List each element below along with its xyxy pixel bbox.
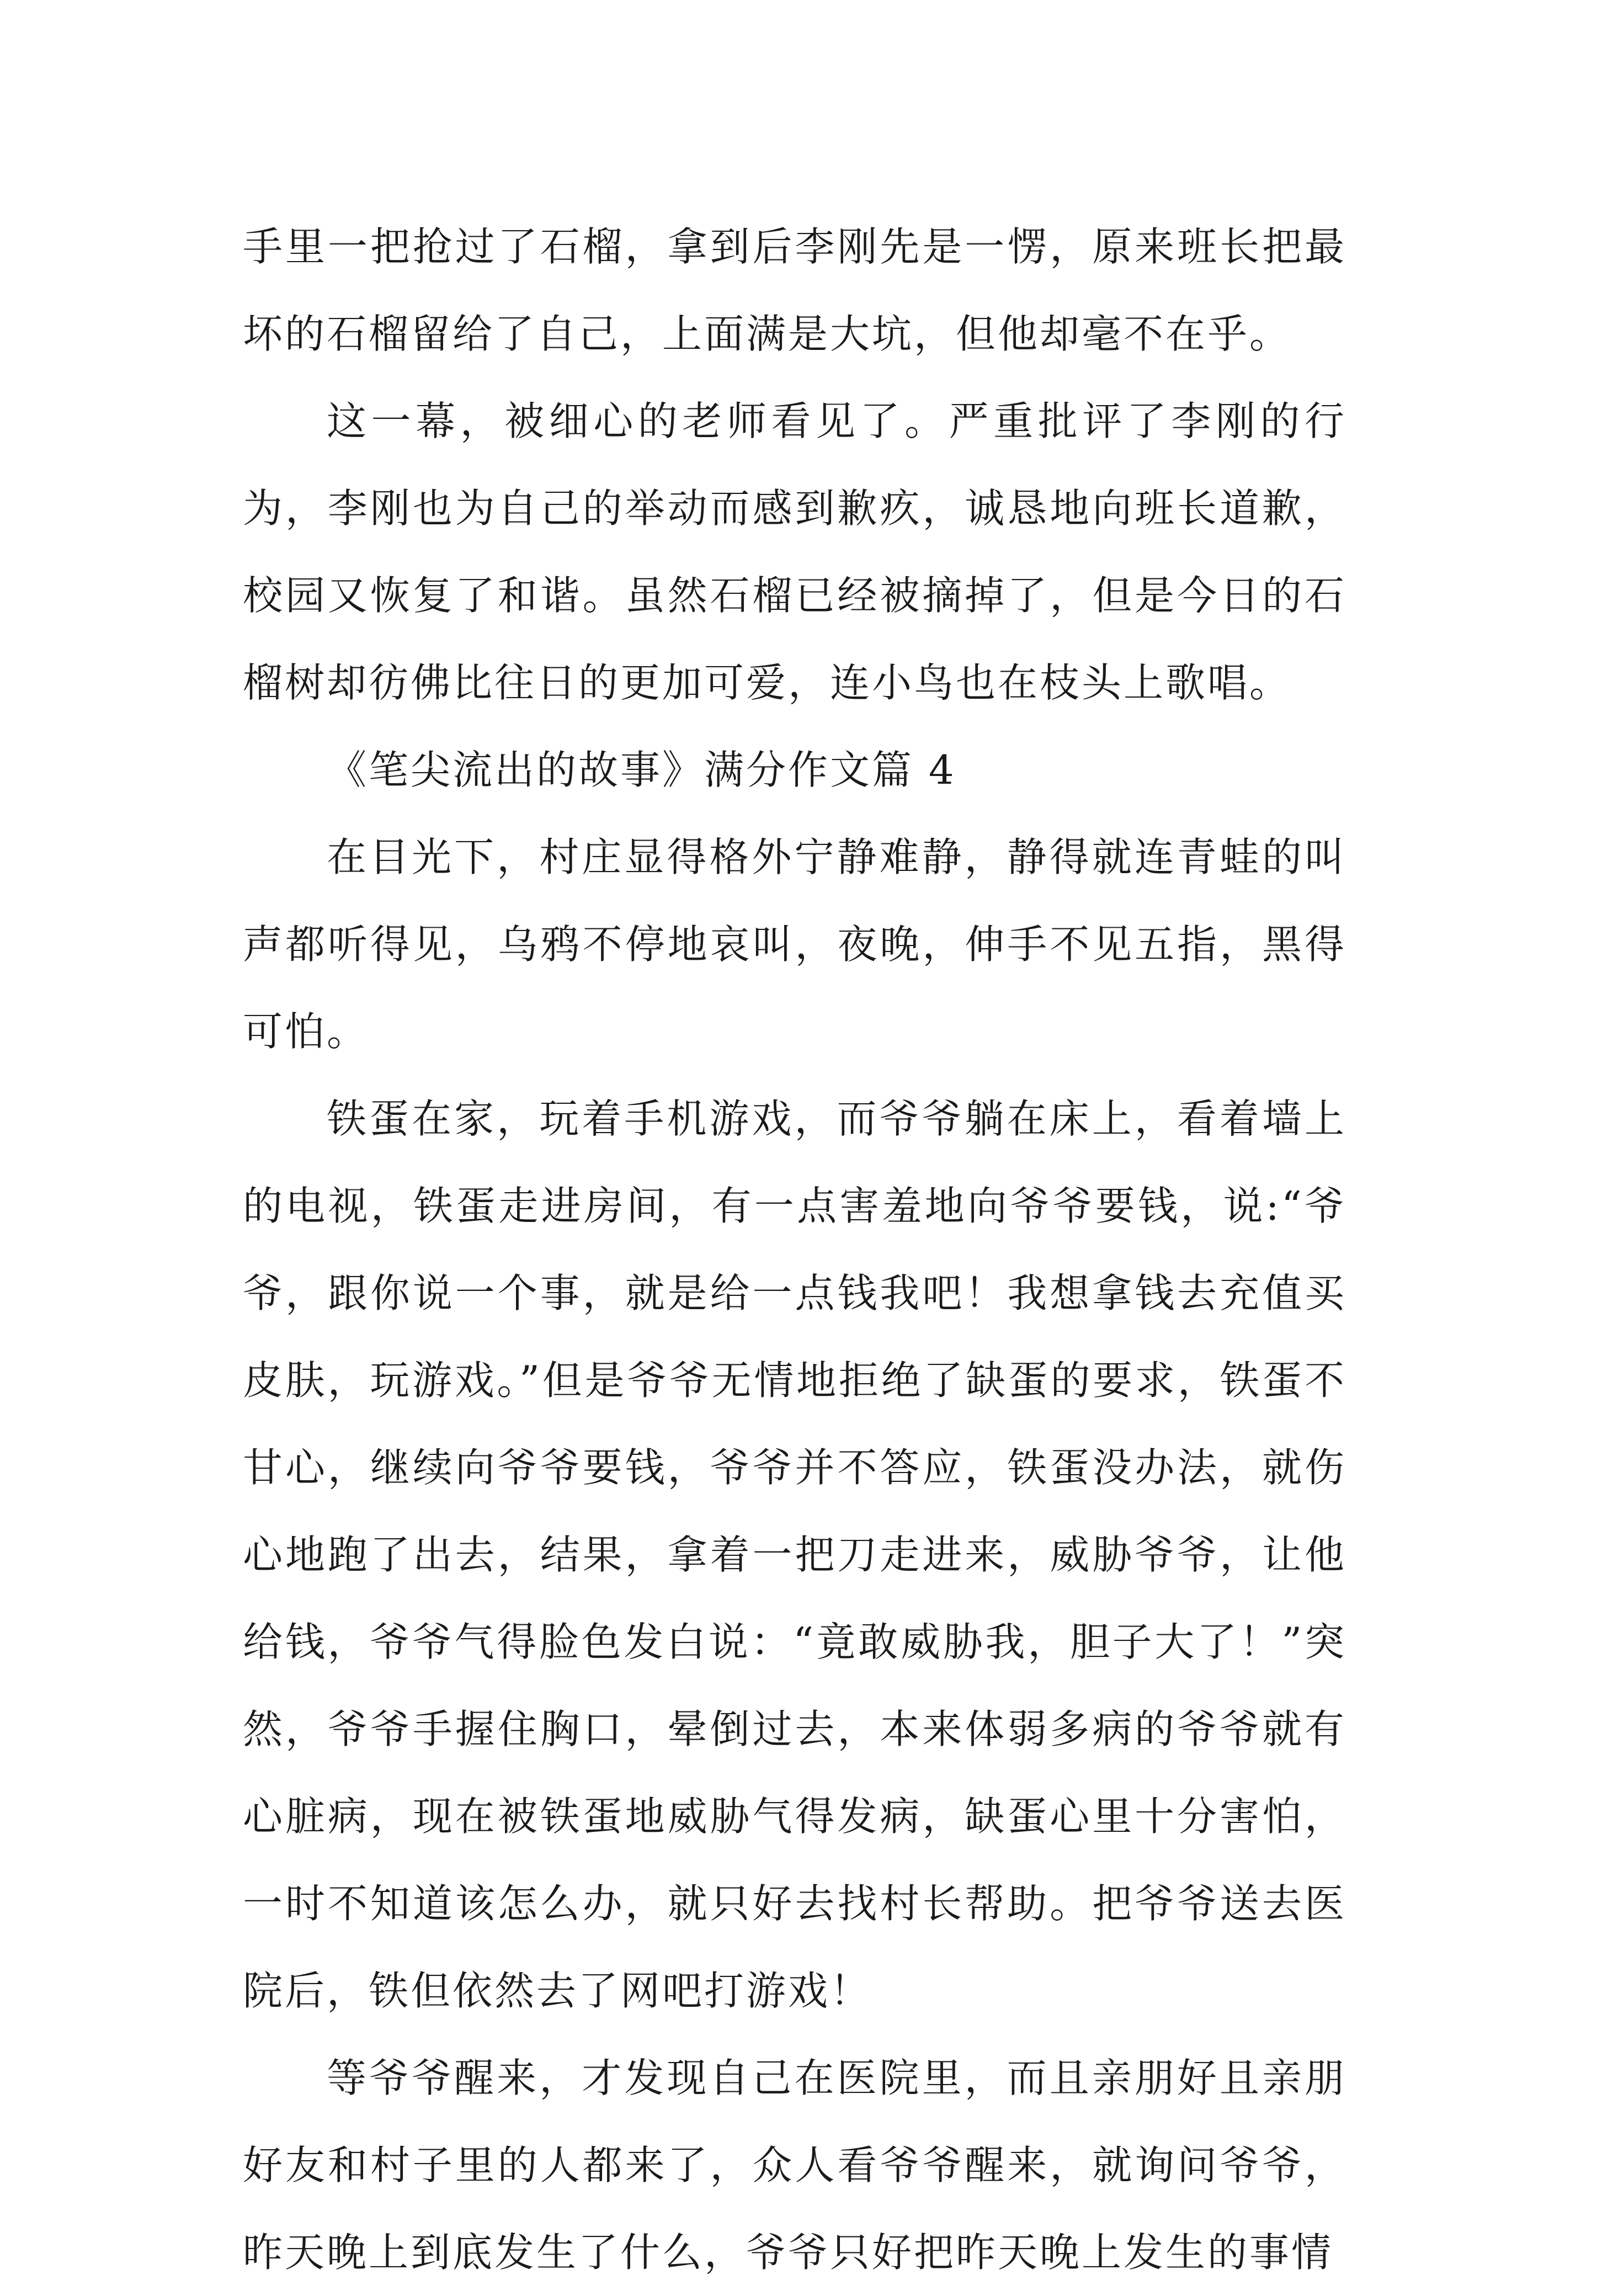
document-body bbox=[243, 203, 1346, 2296]
paragraph-truncated: 等爷爷醒来，才发现自己在医院里，而且亲朋好且亲朋好友和村子里的人都来了，众人看爷爷醒来，就询问爷爷，昨天晚上到底发生了什么，爷爷只好把昨天晚上发生的事情 bbox=[243, 2055, 1346, 2276]
paragraph: 这一幕，被细心的老师看见了。严重批评了李刚的行为，李刚也为自己的举动而感到歉疚，诚恳地向班长道歉，校园又恢复了和谐。虽然石榴已经被摘掉了，但是今日的石榴树却彷佛比往日的更加可爱，连小鸟也在枝头上歌唱。 bbox=[243, 398, 1346, 706]
paragraph-continued: 手里一把抢过了石榴，拿到后李刚先是一愣，原来班长把最坏的石榴留给了自己，上面满是大坑，但他却毫不在乎。 bbox=[243, 224, 1346, 357]
paragraph: 铁蛋在家，玩着手机游戏，而爷爷躺在床上，看着墙上的电视，铁蛋走进房间，有一点害羞地向爷爷要钱，说:“爷爷，跟你说一个事，就是给一点钱我吧！我想拿钱去充值买皮肤，玩游戏。”但是爷爷无情地拒绝了缺蛋的要求，铁蛋不甘心，继续向爷爷要钱，爷爷并不答应，铁蛋没办法，就伤心地跑了出去，结果，拿着一把刀走进来，威胁爷爷，让他给钱，爷爷气得脸色发白说：“竟敢威胁我，胆子大了！”突然，爷爷手握住胸口，晕倒过去，本来体弱多病的爷爷就有心脏病，现在被铁蛋地威胁气得发病，缺蛋心里十分害怕，一时不知道该怎么办，就只好去找村长帮助。把爷爷送去医院后，铁但依然去了网吧打游戏！ bbox=[243, 1096, 1346, 2014]
paragraph: 在目光下，村庄显得格外宁静难静，静得就连青蛙的叫声都听得见，乌鸦不停地哀叫，夜晚，伸手不见五指，黑得可怕。 bbox=[243, 834, 1346, 1055]
section-heading: 《笔尖流出的故事》满分作文篇 4 bbox=[327, 747, 956, 793]
